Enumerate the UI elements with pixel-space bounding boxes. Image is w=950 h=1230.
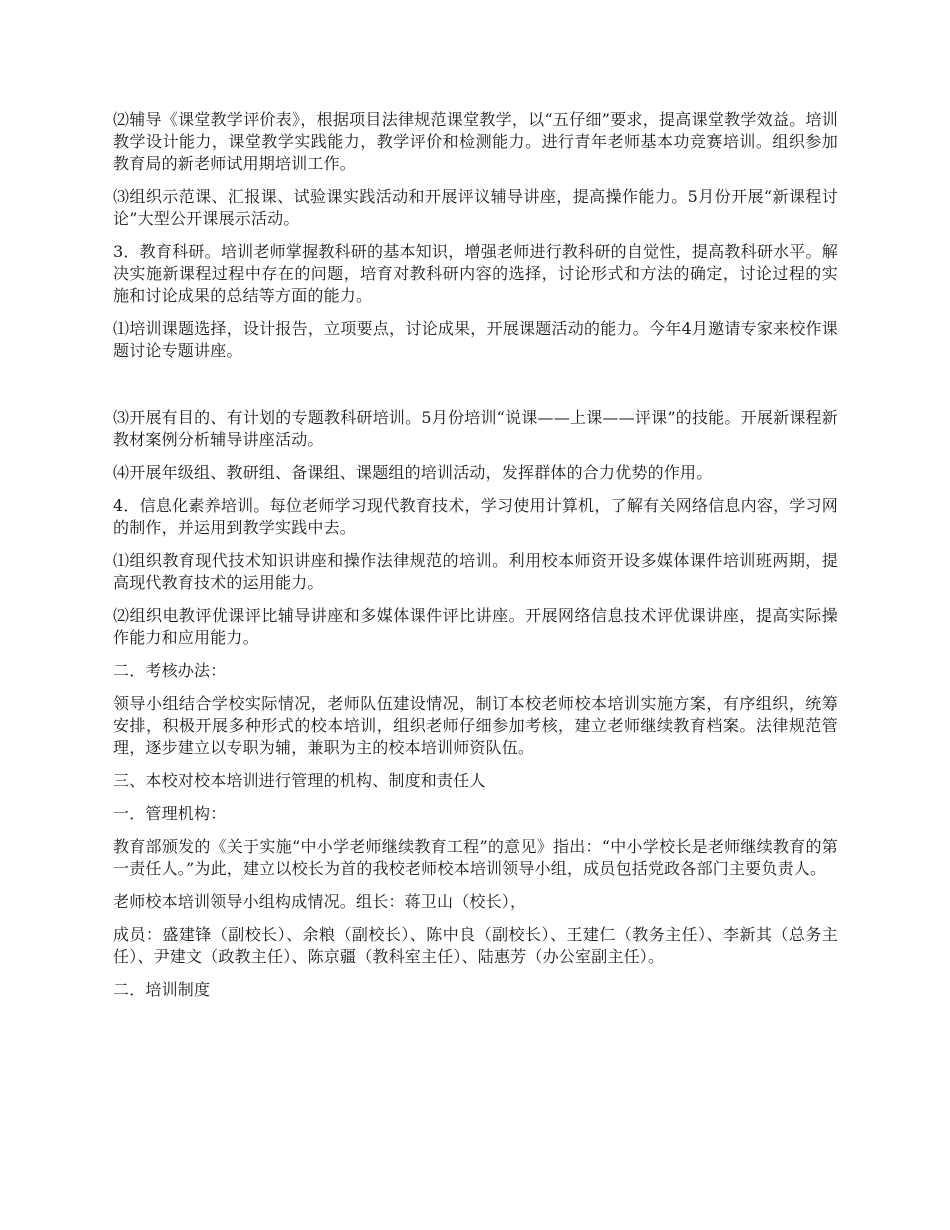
paragraph-3-research-training: ⑶开展有目的、有计划的专题教科研培训。5月份培训“说课——上课——评课”的技能。开展新课程新教材案例分析辅导讲座活动。 [113,408,838,449]
section-education-research: 3．教育科研。培训老师掌握教科研的基本知识，增强老师进行教科研的自觉性，提高教科研水平。解决实施新课程过程中存在的问题，培育对教科研内容的选择，讨论形式和方法的确定，讨论过程的实施和讨论成果的总结等方面的能力。 [113,242,838,305]
heading-management-organization: 一．管理机构： [113,804,227,823]
document-page [113,109,838,1012]
heading-training-system: 二．培训制度 [113,980,211,999]
paragraph-1-topic-selection: ⑴培训课题选择，设计报告，立项要点，讨论成果，开展课题活动的能力。今年4月邀请专家来校作课题讨论专题讲座。 [113,319,838,360]
paragraph-4-group-activities: ⑷开展年级组、教研组、备课组、课题组的培训活动，发挥群体的合力优势的作用。 [113,463,713,482]
paragraph-assessment-body: 领导小组结合学校实际情况，老师队伍建设情况，制订本校老师校本培训实施方案，有序组织，统筹安排，积极开展多种形式的校本培训，组织老师仔细参加考核，建立老师继续教育档案。法律规范管理，逐步建立以专职为辅，兼职为主的校本培训师资队伍。 [113,694,838,757]
paragraph-ministry-opinion: 教育部颁发的《关于实施“中小学老师继续教育工程”的意见》指出：“中小学校长是老师继续教育的第一责任人。”为此，建立以校长为首的我校老师校本培训领导小组，成员包括党政各部门主要负责人。 [113,837,838,878]
blank-gap [113,373,838,407]
heading-assessment-methods: 二．考核办法： [113,661,227,680]
paragraph-1-technology-lectures: ⑴组织教育现代技术知识讲座和操作法律规范的培训。利用校本师资开设多媒体课件培训班两期，提高现代教育技术的运用能力。 [113,551,838,592]
paragraph-3-demo-lessons: ⑶组织示范课、汇报课、试验课实践活动和开展评议辅导讲座，提高操作能力。5月份开展“新课程讨论”大型公开课展示活动。 [113,187,838,228]
section-information-literacy: 4．信息化素养培训。每位老师学习现代教育技术，学习使用计算机，了解有关网络信息内容，学习网的制作，并运用到教学实践中去。 [113,496,838,537]
paragraph-2-multimedia-contest: ⑵组织电教评优课评比辅导讲座和多媒体课件评比讲座。开展网络信息技术评优课讲座，提高实际操作能力和应用能力。 [113,606,838,647]
paragraph-2-teaching-evaluation: ⑵辅导《课堂教学评价表》，根据项目法律规范课堂教学，以“五仔细”要求，提高课堂教学效益。培训教学设计能力，课堂教学实践能力，教学评价和检测能力。进行青年老师基本功竞赛培训。组织参加教育局的新老师试用期培训工作。 [113,110,838,173]
heading-management-section: 三、本校对校本培训进行管理的机构、制度和责任人 [113,771,486,790]
paragraph-group-members: 成员：盛建锋（副校长）、余粮（副校长）、陈中良（副校长）、王建仁（教务主任）、李新其（总务主任）、尹建文（政教主任）、陈京疆（教科室主任）、陆惠芳（办公室副主任）。 [113,925,838,966]
paragraph-group-leader: 老师校本培训领导小组构成情况。组长：蒋卫山（校长）， [113,892,527,911]
